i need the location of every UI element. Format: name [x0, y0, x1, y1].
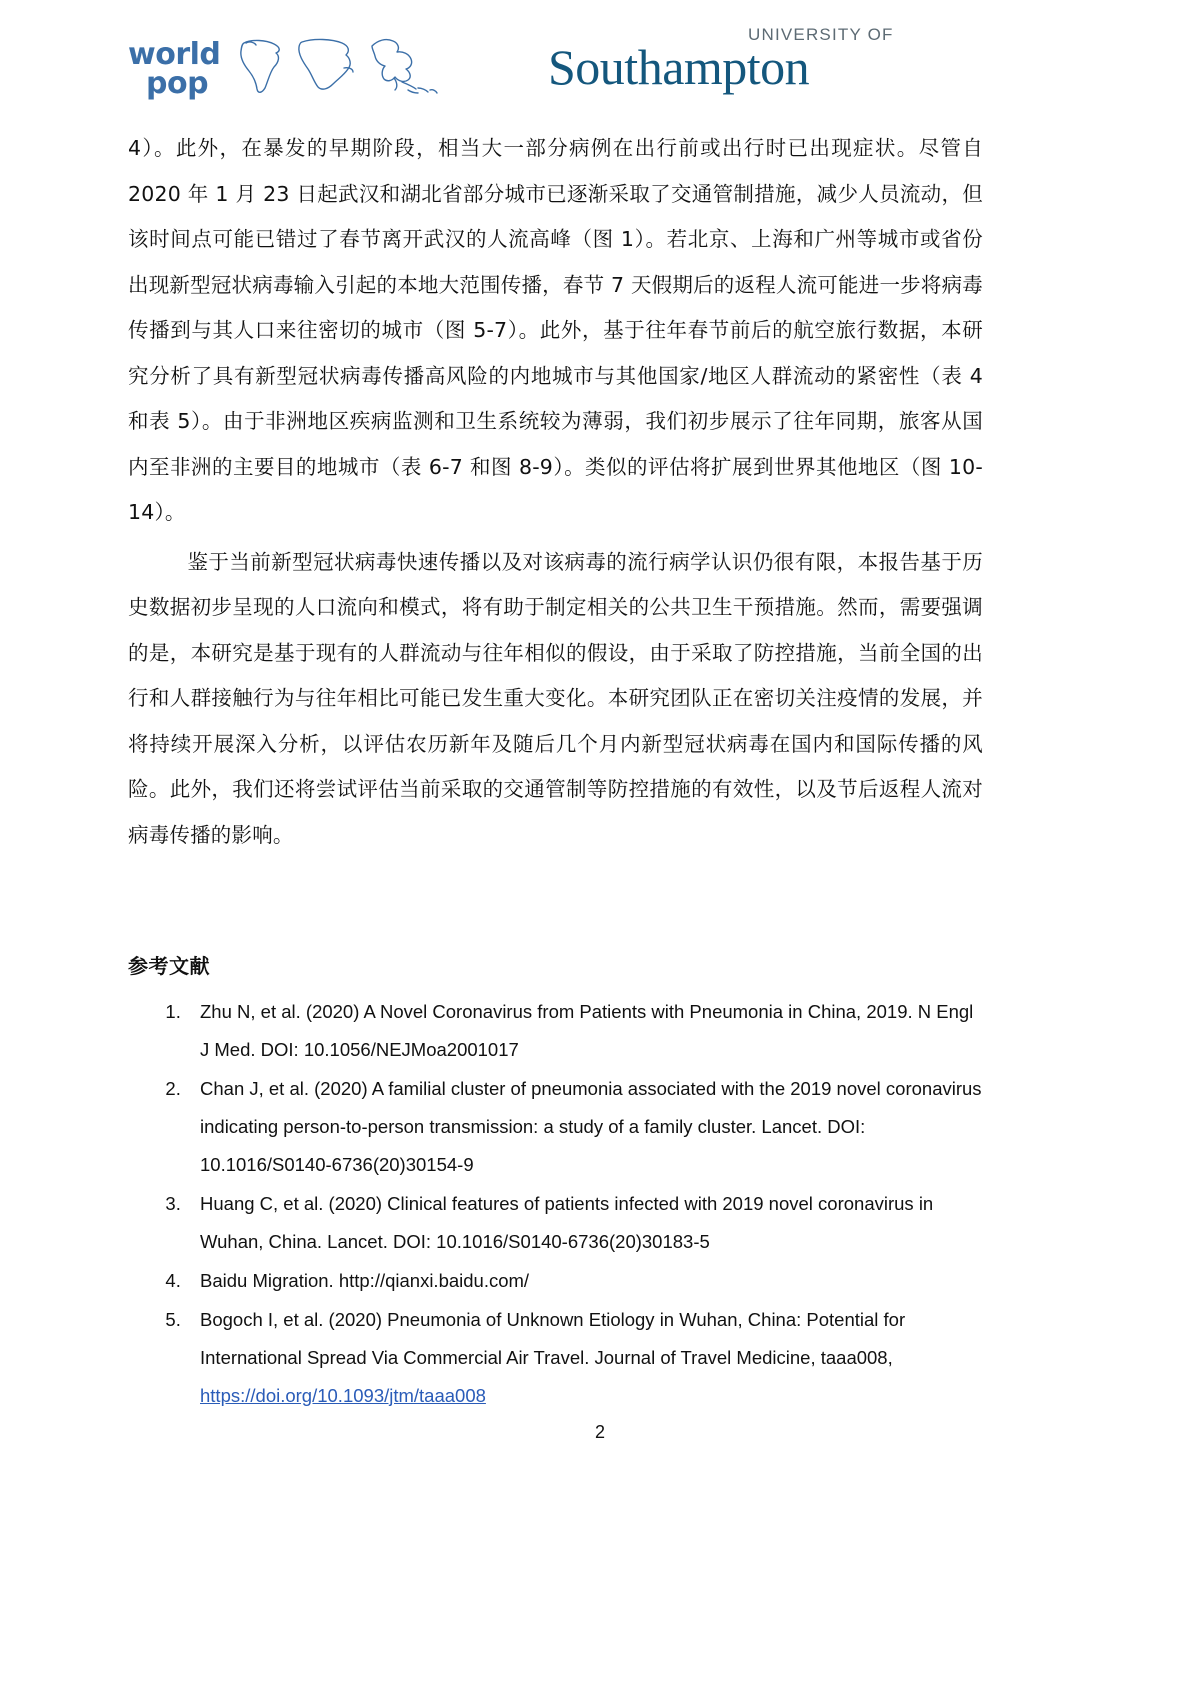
worldpop-word-top: world [128, 36, 221, 72]
page-header [0, 0, 1200, 118]
reference-item [186, 1301, 983, 1415]
document-body [128, 126, 983, 862]
page-number: 2 [594, 1422, 605, 1442]
reference-text: Baidu Migration. http://qianxi.baidu.com/ [200, 1270, 530, 1291]
reference-item [186, 993, 983, 1069]
body-paragraph-1: 4）。此外，在暴发的早期阶段，相当大一部分病例在出行前或出行时已出现症状。尽管自 2020 年 1 月 23 日起武汉和湖北省部分城市已逐渐采取了交通管制措施，减少人员流动，但该时间点可能已错过了春节离开武汉的人流高峰（图 1）。若北京、上海和广州等城市或省份出现新型冠状病毒输入引起的本地大范围传播，春节 7 天假期后的返程人流可能进一步将病毒传播到与其人口来往密切的城市（图 5-7）。此外，基于往年春节前后的航空旅行数据，本研究分析了具有新型冠状病毒传播高风险的内地城市与其他国家/地区人群流动的紧密性（表 4 和表 5）。由于非洲地区疾病监测和卫生系统较为薄弱，我们初步展示了往年同期，旅客从国内至非洲的主要目的地城市（表 6-7 和图 8-9）。类似的评估将扩展到世界其他地区（图 10-14）。 [128, 136, 983, 524]
worldpop-word-bottom: pop [146, 65, 209, 101]
reference-item [186, 1185, 983, 1261]
reference-item [186, 1262, 983, 1300]
university-of-southampton-logo [548, 26, 978, 93]
reference-text: Bogoch I, et al. (2020) Pneumonia of Unknown Etiology in Wuhan, China: Potential for International Spread Via Commercial Air Travel. Journal of Travel Medicine, taaa008, [200, 1309, 906, 1368]
worldpop-wordmark [128, 36, 221, 101]
world-maps-outline-icon [232, 34, 442, 105]
body-paragraph-2: 鉴于当前新型冠状病毒快速传播以及对该病毒的流行病学认识仍很有限，本报告基于历史数据初步呈现的人口流向和模式，将有助于制定相关的公共卫生干预措施。然而，需要强调的是，本研究是基于现有的人群流动与往年相似的假设，由于采取了防控措施，当前全国的出行和人群接触行为与往年相比可能已发生重大变化。本研究团队正在密切关注疫情的发展，并将持续开展深入分析，以评估农历新年及随后几个月内新型冠状病毒在国内和国际传播的风险。此外，我们还将尝试评估当前采取的交通管制等防控措施的有效性，以及节后返程人流对病毒传播的影响。 [128, 549, 983, 847]
southampton-university-of-label: UNIVERSITY OF [748, 25, 894, 44]
reference-doi-link[interactable]: https://doi.org/10.1093/jtm/taaa008 [200, 1385, 486, 1406]
references-list [128, 993, 983, 1415]
references-heading: 参考文献 [128, 954, 210, 978]
reference-text: Chan J, et al. (2020) A familial cluster of pneumonia associated with the 2019 novel coronavirus indicating person-to-person transmission: a study of a family cluster. Lancet. DOI: 10.1016/S0140-6736(20)30154-9 [200, 1078, 982, 1175]
reference-text: Huang C, et al. (2020) Clinical features of patients infected with 2019 novel coronavirus in Wuhan, China. Lancet. DOI: 10.1016/S0140-6736(20)30183-5 [200, 1193, 934, 1252]
reference-item [186, 1070, 983, 1184]
reference-text: Zhu N, et al. (2020) A Novel Coronavirus from Patients with Pneumonia in China, 2019. N Engl J Med. DOI: 10.1056/NEJMoa2001017 [200, 1001, 974, 1060]
references-section [128, 950, 983, 1416]
southampton-name-label: Southampton [548, 39, 810, 95]
worldpop-logo [128, 32, 442, 105]
